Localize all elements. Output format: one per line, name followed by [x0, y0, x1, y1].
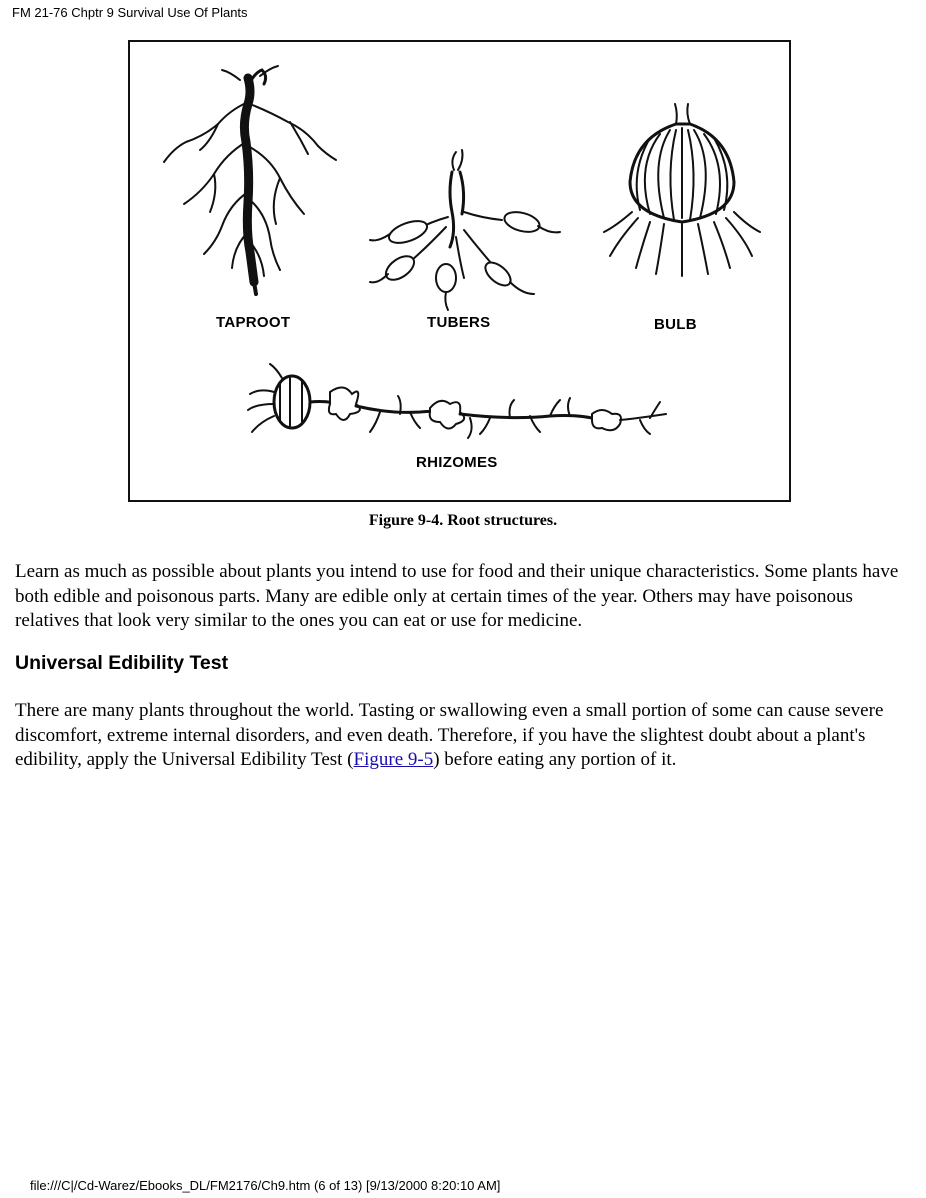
rhizomes-drawing — [248, 364, 666, 438]
paragraph-intro: Learn as much as possible about plants you intend to use for food and their unique characteristics. Some plants have both edible and poisonous parts. Many are edible only at certain times of the year. Others may have poisonous relatives that look very similar to the ones you can eat or use for medicine. — [15, 561, 899, 631]
figure-caption: Figure 9-4. Root structures. — [368, 512, 558, 529]
root-structures-figure — [128, 40, 791, 502]
tubers-label: TUBERS — [427, 314, 491, 331]
paragraph-edibility — [15, 699, 913, 773]
tubers-drawing — [370, 150, 560, 310]
bulb-drawing — [604, 104, 760, 276]
page-footer-url: file:///C|/Cd-Warez/Ebooks_DL/FM2176/Ch9.htm (6 of 13) [9/13/2000 8:20:10 AM] — [30, 1178, 501, 1193]
rhizomes-label: RHIZOMES — [416, 454, 498, 471]
taproot-label: TAPROOT — [216, 314, 291, 331]
figure-9-5-link[interactable]: Figure 9-5 — [353, 749, 434, 770]
paragraph-edibility-text-end: ) before eating any portion of it. — [433, 749, 677, 770]
taproot-drawing — [164, 66, 336, 294]
section-heading: Universal Edibility Test — [15, 652, 229, 674]
bulb-label: BULB — [654, 316, 697, 333]
page-header-title: FM 21-76 Chptr 9 Survival Use Of Plants — [12, 5, 248, 20]
root-structures-illustration — [130, 42, 789, 500]
paragraph-edibility-text-start: There are many plants throughout the world. Tasting or swallowing even a small portion of some can cause severe discomfort, extreme internal disorders, and even death. Therefore, if you have the slightest doubt about a plant's edibility, apply the Universal Edibility Test ( — [15, 700, 884, 770]
